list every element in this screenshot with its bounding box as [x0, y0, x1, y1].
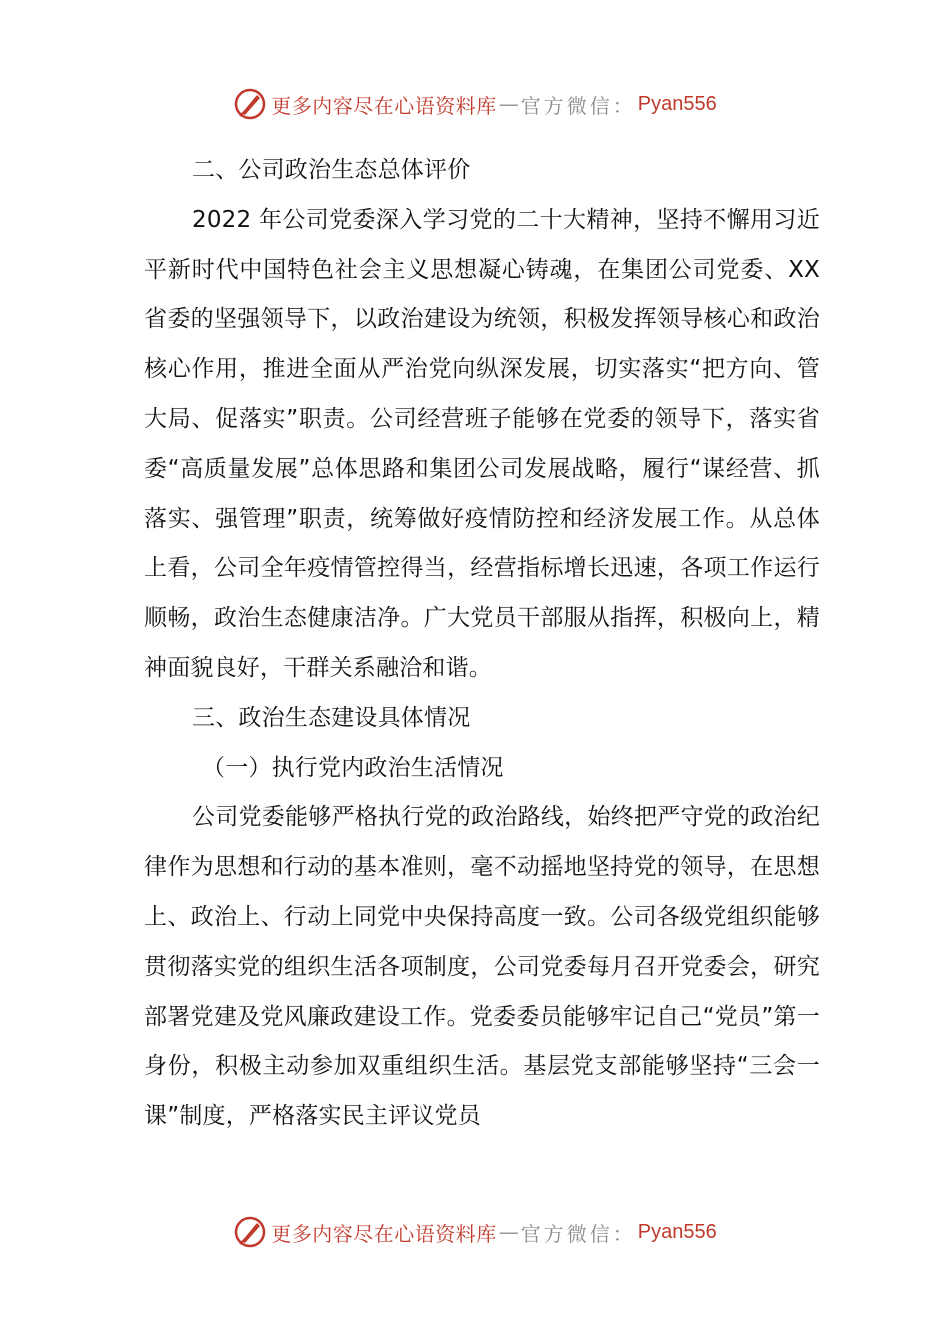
watermark-banner-bottom: [0, 1212, 950, 1252]
watermark-wechat-id: Pyan556: [637, 92, 717, 115]
watermark-banner-top: [0, 84, 950, 124]
body-paragraph: 2022 年公司党委深入学习党的二十大精神，坚持不懈用习近平新时代中国特色社会主义思想凝心铸魂，在集团公司党委、XX 省委的坚强领导下，以政治建设为统领，积极发挥领导核心和政治核心作用，推进全面从严治党向纵深发展，切实落实“把方向、管大局、促落实”职责。公司经营班子能够在党委的领导下，落实省委“高质量发展”总体思路和集团公司发展战略，履行“谋经营、抓落实、强管理”职责，统筹做好疫情防控和经济发展工作。从总体上看，公司全年疫情管控得当，经营指标增长迅速，各项工作运行顺畅，政治生态健康洁净。广大党员干部服从指挥，积极向上，精神面貌良好，干群关系融洽和谐。: [144, 206, 828, 681]
watermark-separator: —: [498, 1220, 519, 1244]
section-heading: 三、政治生态建设具体情况: [192, 704, 471, 731]
watermark-wechat-label: 官方微信：: [520, 93, 636, 118]
body-paragraph: 公司党委能够严格执行党的政治路线，始终把严守党的政治纪律作为思想和行动的基本准则，毫不动摇地坚持党的领导，在思想上、政治上、行动上同党中央保持高度一致。公司各级党组织能够贯彻落实党的组织生活各项制度，公司党委每月召开党委会，研究部署党建及党风廉政建设工作。党委委员能够牢记自己“党员”第一身份，积极主动参加双重组织生活。基层党支部能够坚持“三会一课”制度，严格落实民主评议党员: [144, 804, 820, 1130]
subsection-heading: （一）执行党内政治生活情况: [202, 754, 504, 781]
quill-logo-icon: [233, 1215, 267, 1249]
watermark-wechat-label: 官方微信：: [520, 1221, 636, 1246]
watermark-site-text: 更多内容尽在心语资料库: [271, 93, 497, 118]
watermark-wechat-id: Pyan556: [637, 1220, 717, 1243]
watermark-site-text: 更多内容尽在心语资料库: [271, 1221, 497, 1246]
watermark-separator: —: [498, 92, 519, 116]
document-body: [144, 146, 828, 1142]
section-heading: 二、公司政治生态总体评价: [192, 157, 471, 183]
quill-logo-icon: [233, 87, 267, 121]
